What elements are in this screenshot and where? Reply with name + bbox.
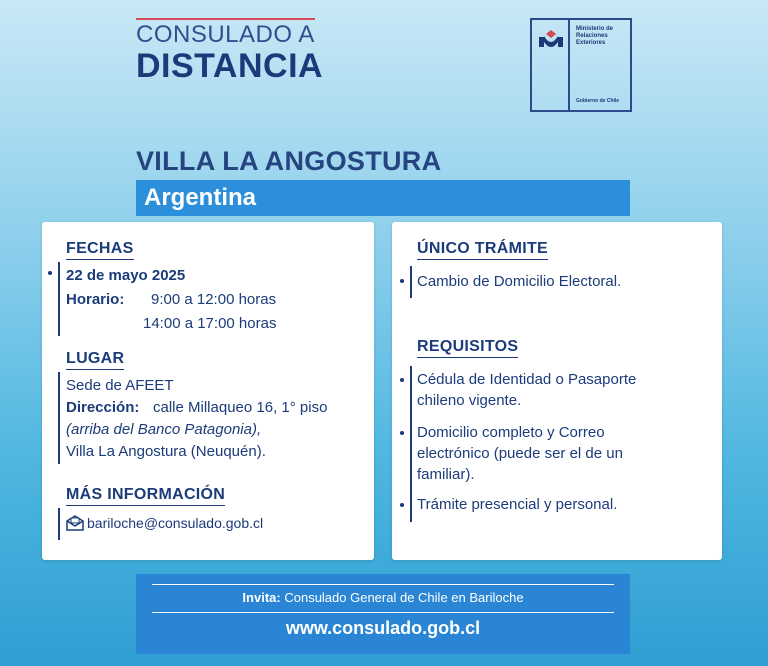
lugar-rule: [58, 372, 60, 464]
email-link[interactable]: bariloche@consulado.gob.cl: [87, 515, 264, 531]
city-heading: VILLA LA ANGOSTURA: [136, 146, 442, 176]
ministry-logo: [530, 18, 632, 112]
country-label: Argentina: [144, 184, 257, 211]
requisito-3: Trámite presencial y personal.: [417, 496, 618, 513]
logo-footer: Gobierno de Chile: [576, 98, 620, 104]
fechas-rule: [58, 262, 60, 336]
title-line-2: DISTANCIA: [136, 47, 324, 85]
country-bar: [136, 180, 630, 216]
logo-text: [576, 26, 613, 47]
requisitos-heading: REQUISITOS: [417, 338, 518, 358]
info-rule: [58, 508, 60, 540]
invite-label: Invita:: [242, 590, 281, 605]
footer-invite: [136, 590, 630, 605]
address: calle Millaqueo 16, 1° piso: [153, 399, 328, 416]
info-card-left: [42, 222, 374, 560]
campaign-title: [136, 18, 323, 85]
tramite-heading: ÚNICO TRÁMITE: [417, 240, 548, 260]
address-note: (arriba del Banco Patagonia),: [66, 421, 262, 438]
title-line-1: CONSULADO A: [136, 18, 315, 49]
website-link[interactable]: www.consulado.gob.cl: [285, 618, 481, 638]
tramite-bullet: [400, 279, 404, 283]
requisito-2-line-3: familiar).: [417, 466, 475, 483]
requisito-bullet-3: [400, 503, 404, 507]
fechas-heading: FECHAS: [66, 240, 134, 260]
horario-label: Horario:: [66, 291, 125, 308]
invite-text: Consulado General de Chile en Bariloche: [284, 590, 524, 605]
event-date: 22 de mayo 2025: [66, 267, 186, 284]
requisito-1-line-1: Cédula de Identidad o Pasaporte: [417, 371, 637, 388]
mail-icon: [66, 515, 84, 531]
logo-text-line-2: Relaciones: [576, 33, 608, 39]
logo-divider: [568, 20, 570, 110]
footer-rule-top: [152, 584, 614, 585]
tramite-item: Cambio de Domicilio Electoral.: [417, 273, 622, 290]
coat-of-arms-icon: [536, 28, 566, 52]
time-slot-2: 14:00 a 17:00 horas: [143, 315, 277, 332]
lugar-heading: LUGAR: [66, 350, 124, 370]
info-card-right: [392, 222, 722, 560]
time-slot-1: 9:00 a 12:00 horas: [151, 291, 277, 308]
logo-text-line-1: Ministerio de: [576, 26, 614, 32]
footer-panel: [136, 574, 630, 654]
requisitos-rule: [410, 366, 412, 522]
requisito-bullet-2: [400, 431, 404, 435]
requisito-2-line-2: electrónico (puede ser el de un: [417, 445, 623, 462]
footer-rule-bottom: [152, 612, 614, 613]
logo-text-line-3: Exteriores: [576, 40, 606, 46]
venue-name: Sede de AFEET: [66, 377, 174, 394]
info-heading: MÁS INFORMACIÓN: [66, 486, 225, 506]
fechas-bullet: [48, 271, 52, 275]
address-city: Villa La Angostura (Neuquén).: [66, 443, 266, 460]
requisito-bullet-1: [400, 378, 404, 382]
requisito-1-line-2: chileno vigente.: [417, 392, 522, 409]
direccion-label: Dirección:: [66, 399, 140, 416]
requisito-2-line-1: Domicilio completo y Correo: [417, 424, 605, 441]
tramite-rule: [410, 266, 412, 298]
